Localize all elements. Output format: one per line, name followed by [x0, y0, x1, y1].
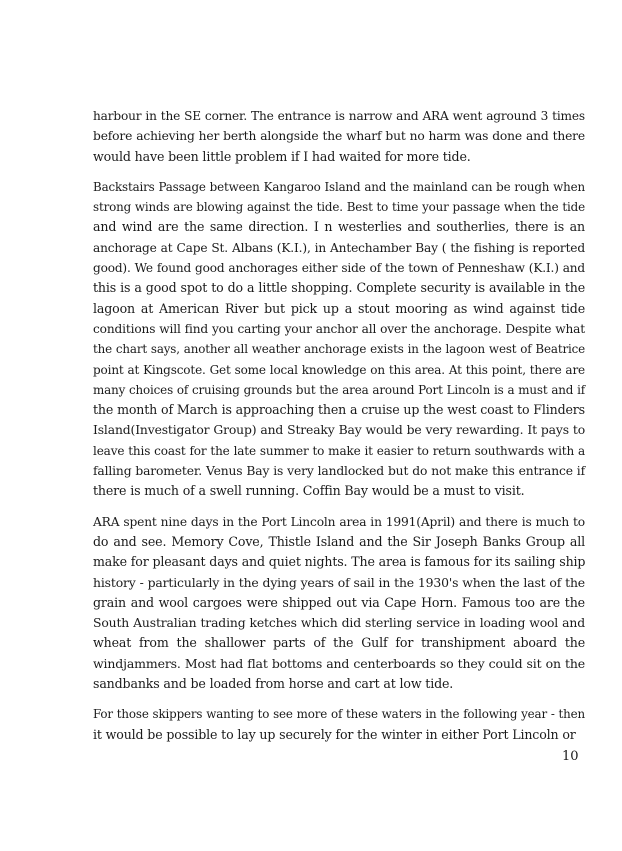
text-line: before achieving her berth alongside the wharf but no harm was done and there: [93, 129, 585, 144]
text-line: For those skippers wanting to see more of these waters in the following year - then: [93, 707, 585, 722]
text-line: falling barometer. Venus Bay is very landlocked but do not make this entrance if: [93, 464, 585, 479]
text-line: ARA spent nine days in the Port Lincoln area in 1991(April) and there is much to: [93, 514, 585, 529]
text-line: make for pleasant days and quiet nights. The area is famous for its sailing ship: [93, 554, 586, 570]
text-line: conditions will find you carting your anchor all over the anchorage. Despite what: [93, 321, 585, 336]
text-line: point at Kingscote. Get some local knowledge on this area. At this point, there are: [93, 362, 585, 377]
paragraph: [93, 106, 585, 167]
text-line: grain and wool cargoes were shipped out via Cape Horn. Famous too are the: [93, 594, 585, 610]
text-line: harbour in the SE corner. The entrance is narrow and ARA went aground 3 times: [93, 109, 585, 123]
text-line: lagoon at American River but pick up a stout mooring as wind against tide: [93, 300, 585, 316]
text-line: this is a good spot to do a little shopping. Complete security is available in the: [93, 280, 585, 296]
text-line: would have been little problem if I had waited for more tide.: [93, 148, 471, 164]
text-line: the month of March is approaching then a cruise up the west coast to Flinders: [93, 402, 585, 418]
text-line: good). We found good anchorages either side of the town of Penneshaw (K.I.) and: [93, 261, 585, 276]
text-line: do and see. Memory Cove, Thistle Island and the Sir Joseph Banks Group all: [93, 533, 585, 549]
text-line: strong winds are blowing against the tide. Best to time your passage when the tide: [93, 200, 585, 215]
text-line: wheat from the shallower parts of the Gulf for transhipment aboard the: [93, 635, 585, 651]
text-line: history - particularly in the dying years of sail in the 1930's when the last of the: [93, 574, 585, 590]
text-line: Island(Investigator Group) and Streaky Bay would be very rewarding. It pays to: [93, 423, 585, 438]
paragraph: [93, 177, 585, 502]
text-line: there is much of a swell running. Coffin Bay would be a must to visit.: [93, 483, 525, 499]
text-line: South Australian trading ketches which did sterling service in loading wool and: [93, 616, 585, 631]
text-line: leave this coast for the late summer to make it easier to return southwards with a: [93, 443, 585, 458]
page-number: 10: [562, 749, 579, 764]
text-line: windjammers. Most had flat bottoms and centerboards so they could sit on the: [93, 655, 585, 671]
text-line: sandbanks and be loaded from horse and cart at low tide.: [93, 676, 454, 692]
text-line: and wind are the same direction. I n westerlies and southerlies, there is an: [93, 219, 585, 235]
text-line: many choices of cruising grounds but the area around Port Lincoln is a must and if: [93, 382, 585, 397]
paragraph: [93, 704, 585, 745]
text-line: it would be possible to lay up securely for the winter in either Port Lincoln or: [93, 726, 576, 742]
text-line: Backstairs Passage between Kangaroo Island and the mainland can be rough when: [93, 179, 585, 194]
text-line: the chart says, another all weather anchorage exists in the lagoon west of Beatrice: [93, 342, 585, 357]
body-text: [93, 106, 585, 755]
paragraph: [93, 512, 585, 695]
text-line: anchorage at Cape St. Albans (K.I.), in Antechamber Bay ( the fishing is reported: [93, 240, 585, 255]
